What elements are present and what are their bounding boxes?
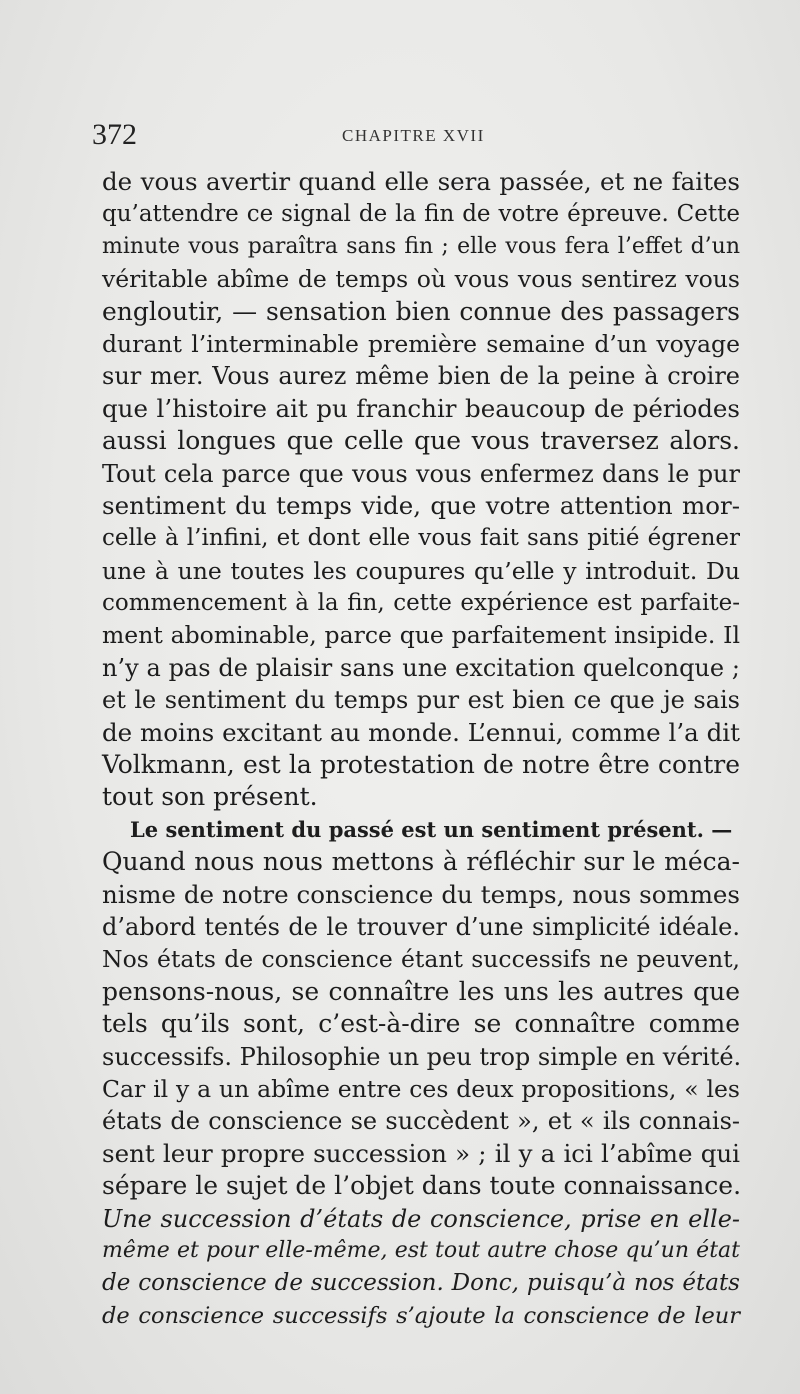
text-line: successifs. Philosophie un peu trop simple en vérité. bbox=[102, 1042, 742, 1071]
heading-dash: — bbox=[703, 816, 733, 842]
text-line: états de conscience se succèdent », et « ils connais- bbox=[102, 1107, 740, 1136]
text-line: une à une toutes les coupures qu’elle y introduit. Du bbox=[102, 556, 740, 585]
text-line: Volkmann, est la protestation de notre être contre bbox=[102, 750, 740, 780]
text-line: sur mer. Vous aurez même bien de la peine à croire bbox=[102, 362, 740, 391]
text-line: engloutir, — sensation bien connue des passagers bbox=[102, 296, 740, 326]
italic-text-line: même et pour elle-même, est tout autre chose qu’un état bbox=[102, 1237, 740, 1263]
text-line: aussi longues que celle que vous traversez alors. bbox=[102, 426, 740, 456]
text-line: celle à l’infini, et dont elle vous fait sans pitié égrener bbox=[102, 525, 740, 552]
text-line: tels qu’ils sont, c’est-à-dire se connaître comme bbox=[102, 1009, 740, 1039]
body-text bbox=[102, 166, 740, 1332]
text-line: véritable abîme de temps où vous vous sentirez vous bbox=[102, 265, 740, 294]
text-line: Tout cela parce que vous vous enfermez dans le pur bbox=[102, 459, 740, 488]
text-line: sépare le sujet de l’objet dans toute connaissance. bbox=[102, 1171, 742, 1201]
page-number: 372 bbox=[92, 118, 137, 151]
text-line: tout son présent. bbox=[102, 782, 318, 812]
text-line: nisme de notre conscience du temps, nous sommes bbox=[102, 879, 740, 909]
italic-text-line: de conscience successifs s’ajoute la conscience de leur bbox=[102, 1302, 740, 1329]
paragraph-2 bbox=[102, 814, 740, 1332]
running-head: CHAPITRE XVII bbox=[342, 126, 485, 145]
text-line: et le sentiment du temps pur est bien ce que je sais bbox=[102, 686, 740, 715]
text-line: de vous avertir quand elle sera passée, et ne faites bbox=[102, 167, 740, 196]
text-line: Car il y a un abîme entre ces deux propositions, « les bbox=[102, 1074, 740, 1103]
text-line: d’abord tentés de le trouver d’une simplicité idéale. bbox=[102, 912, 740, 941]
text-line: sentiment du temps vide, que votre attention mor- bbox=[102, 490, 740, 520]
paragraph-1 bbox=[102, 166, 740, 814]
text-line: que l’histoire ait pu franchir beaucoup de périodes bbox=[102, 393, 740, 423]
text-line: commencement à la fin, cette expérience est parfaite- bbox=[102, 590, 740, 617]
text-line: Nos états de conscience étant successifs ne peuvent, bbox=[102, 945, 740, 974]
italic-text-line: de conscience de succession. Donc, puisqu’à nos états bbox=[102, 1270, 740, 1297]
text-line: n’y a pas de plaisir sans une excitation quelconque ; bbox=[102, 653, 740, 682]
italic-text-line: Une succession d’états de conscience, prise en elle- bbox=[102, 1204, 740, 1233]
text-line: sent leur propre succession » ; il y a ici l’abîme qui bbox=[102, 1138, 740, 1168]
text-line: de moins excitant au monde. L’ennui, comme l’a dit bbox=[102, 717, 740, 747]
text-line: ment abominable, parce que parfaitement insipide. Il bbox=[102, 621, 740, 650]
section-heading-line bbox=[102, 814, 740, 846]
text-line: minute vous paraîtra sans fin ; elle vous fera l’effet d’un bbox=[102, 233, 740, 259]
page-header bbox=[92, 118, 740, 158]
text-line: qu’attendre ce signal de la fin de votre épreuve. Cette bbox=[102, 201, 740, 228]
section-heading: Le sentiment du passé est un sentiment présent. bbox=[130, 816, 704, 842]
text-line: Quand nous nous mettons à réfléchir sur le méca- bbox=[102, 847, 740, 877]
text-line: pensons-nous, se connaître les uns les autres que bbox=[102, 976, 740, 1006]
text-line: durant l’interminable première semaine d’un voyage bbox=[102, 329, 740, 358]
